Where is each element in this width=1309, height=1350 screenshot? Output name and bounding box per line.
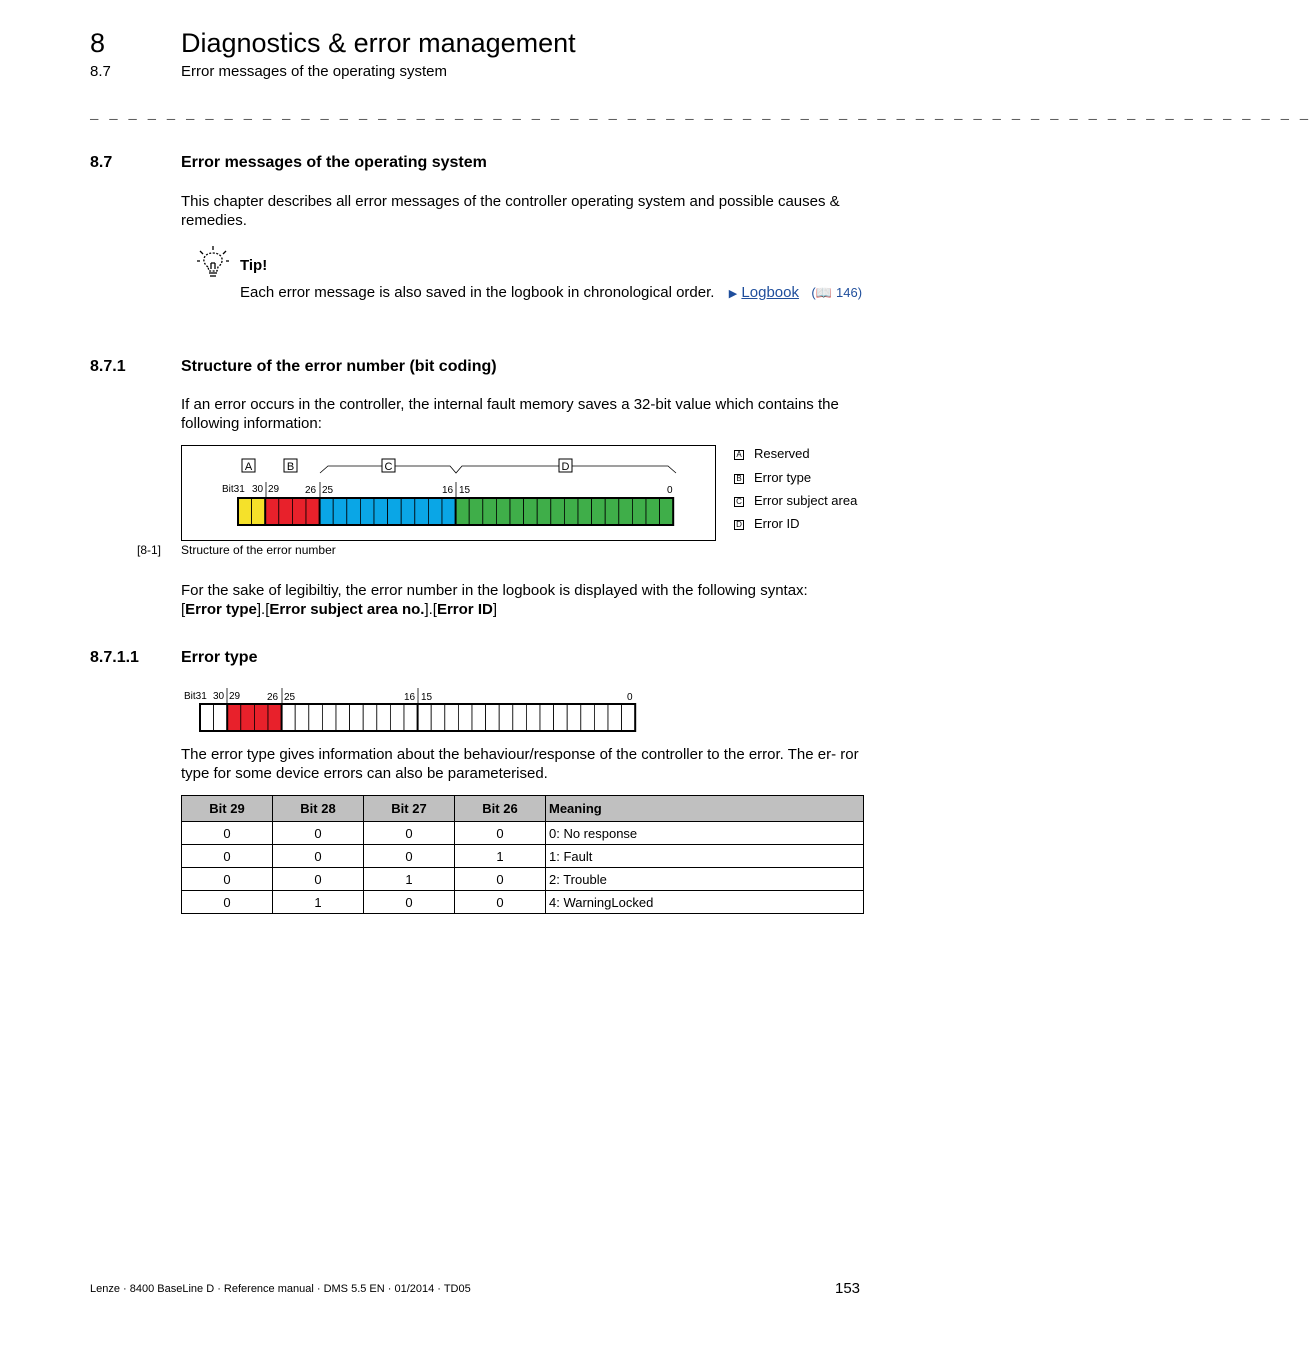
table-row — [182, 891, 864, 914]
table-row — [182, 845, 864, 868]
legend-error-type — [734, 470, 811, 485]
bit-cell-19 — [401, 498, 415, 525]
legend-label: Error subject area — [754, 493, 858, 508]
error-type-bit-figure — [181, 684, 641, 736]
table-cell: 0 — [273, 868, 364, 891]
subject-area-brace — [320, 466, 676, 473]
bit-label-15: 15 — [459, 485, 471, 496]
legend-label: Error type — [754, 470, 812, 485]
header-bit29: Bit 29 — [182, 796, 273, 822]
marker-c: C — [384, 461, 393, 473]
syntax-error-type: Error type — [185, 601, 257, 618]
table-cell: 0 — [182, 822, 273, 845]
legend-subject-area — [734, 493, 857, 508]
syntax-error-id: Error ID — [436, 601, 493, 618]
bit-cell-30 — [214, 704, 228, 731]
table-cell: 0: No response — [546, 822, 864, 845]
bit-cell-5 — [592, 498, 606, 525]
table-row — [182, 868, 864, 891]
table-cell: 0 — [182, 845, 273, 868]
bit-cell-12 — [458, 704, 472, 731]
bit-cell-7 — [564, 498, 578, 525]
bit-cell-19 — [363, 704, 377, 731]
bit-cell-8 — [513, 704, 527, 731]
table-cell: 0 — [455, 822, 546, 845]
table-cell: 1: Fault — [546, 845, 864, 868]
table-row — [182, 822, 864, 845]
table-cell: 0 — [364, 845, 455, 868]
bit-cell-10 — [524, 498, 538, 525]
bit-cell-14 — [431, 704, 445, 731]
bit-label-31: Bit31 — [222, 484, 245, 495]
bit-cell-20 — [350, 704, 364, 731]
bit-cell-30 — [252, 498, 266, 525]
bit-cell-15 — [456, 498, 470, 525]
bit-label-31: Bit31 — [184, 691, 207, 702]
book-icon: 📖 — [815, 285, 832, 300]
error-number-diagram — [181, 445, 716, 541]
bit-cell-0 — [660, 498, 674, 525]
bit-cell-16 — [442, 498, 456, 525]
page-ref[interactable]: 146) — [836, 285, 863, 300]
bit-cell-6 — [578, 498, 592, 525]
bit-cell-5 — [554, 704, 568, 731]
bit-cell-9 — [537, 498, 551, 525]
bit-cell-29 — [227, 704, 241, 731]
bit-cell-2 — [632, 498, 646, 525]
bit-cell-28 — [279, 498, 293, 525]
page-ref-open: ( — [811, 285, 816, 300]
error-type-description: The error type gives information about the behaviour/response of the controller to the error. The er- ror type for some device errors can also be parameterised. — [181, 746, 859, 782]
bit-cell-11 — [510, 498, 524, 525]
table-cell: 1 — [455, 845, 546, 868]
bit-cell-18 — [377, 704, 391, 731]
tip-text: Each error message is also saved in the logbook in chronological order. — [240, 284, 715, 301]
legend-key-d: D — [734, 520, 744, 530]
bit-label-29: 29 — [268, 484, 280, 495]
bit-cell-26 — [268, 704, 282, 731]
page-number: 153 — [835, 1280, 861, 1297]
syntax-text: For the sake of legibiltiy, the error number in the logbook is displayed with the following syntax: — [181, 582, 808, 599]
header-bit28: Bit 28 — [273, 796, 364, 822]
legend-key-a: A — [734, 450, 744, 460]
bit-cell-10 — [486, 704, 500, 731]
bit-label-16: 16 — [404, 692, 416, 703]
bit-cell-28 — [241, 704, 255, 731]
section-title: Error messages of the operating system — [181, 154, 487, 171]
bit-cells-colored — [238, 498, 673, 525]
legend-label: Reserved — [754, 446, 810, 461]
marker-d: D — [561, 461, 570, 473]
lightbulb-icon — [196, 245, 230, 279]
bit-label-30: 30 — [252, 484, 264, 495]
bit-cell-8 — [551, 498, 565, 525]
table-cell: 0 — [273, 845, 364, 868]
logbook-link[interactable]: Logbook — [741, 284, 799, 301]
bit-cell-1 — [646, 498, 660, 525]
bit-label-26: 26 — [267, 692, 279, 703]
bit-cell-31 — [200, 704, 214, 731]
bit-cell-0 — [622, 704, 636, 731]
legend-reserved — [734, 446, 810, 461]
bit-structure-figure — [182, 446, 715, 540]
header-bit27: Bit 27 — [364, 796, 455, 822]
bit-cell-13 — [483, 498, 497, 525]
subsection-number: 8.7.1 — [90, 358, 126, 375]
bit-cell-22 — [360, 498, 374, 525]
subsubsection-number: 8.7.1.1 — [90, 649, 139, 666]
table-cell: 4: WarningLocked — [546, 891, 864, 914]
bit-cell-14 — [469, 498, 483, 525]
header-section-title: Error messages of the operating system — [181, 63, 447, 80]
marker-b: B — [286, 461, 295, 473]
bit-label-0: 0 — [667, 485, 673, 496]
bit-cell-24 — [333, 498, 347, 525]
bit-cell-17 — [390, 704, 404, 731]
bit-cell-17 — [428, 498, 442, 525]
footer-text: Lenze · 8400 BaseLine D · Reference manual · DMS 5.5 EN · 01/2014 · TD05 — [90, 1283, 471, 1295]
bit-cell-9 — [499, 704, 513, 731]
header-meaning: Meaning — [546, 796, 864, 822]
section-intro: This chapter describes all error messages of the controller operating system and possible causes & remedies. — [181, 193, 840, 229]
bit-cell-4 — [605, 498, 619, 525]
table-cell: 0 — [182, 891, 273, 914]
bit-cell-23 — [347, 498, 361, 525]
bit-cell-29 — [265, 498, 279, 525]
table-cell: 1 — [364, 868, 455, 891]
table-cell: 1 — [273, 891, 364, 914]
tip-text-line — [240, 284, 862, 301]
bit-cells-error-type — [200, 704, 635, 731]
bit-label-15: 15 — [421, 692, 433, 703]
bit-label-25: 25 — [322, 485, 334, 496]
chapter-number: 8 — [90, 28, 106, 58]
table-cell: 0 — [273, 822, 364, 845]
subsection-intro: If an error occurs in the controller, the internal fault memory saves a 32-bit value which contains the following information: — [181, 396, 839, 432]
bit-label-16: 16 — [442, 485, 454, 496]
link-arrow-icon: ▶ — [728, 288, 738, 300]
syntax-paragraph: For the sake of legibiltiy, the error number in the logbook is displayed with the following syntax: [Error type].[Error subject area no.].[Error ID] — [181, 582, 808, 618]
bit-cell-18 — [415, 498, 429, 525]
table-cell: 0 — [455, 868, 546, 891]
bit-cell-21 — [374, 498, 388, 525]
marker-a: A — [244, 461, 253, 473]
bit-cell-6 — [540, 704, 554, 731]
table-cell: 0 — [364, 822, 455, 845]
bit-cell-12 — [496, 498, 510, 525]
bit-cell-27 — [292, 498, 306, 525]
bit-cell-20 — [388, 498, 402, 525]
header-separator: _ _ _ _ _ _ _ _ _ _ _ _ _ _ _ _ _ _ _ _ _ _ _ _ _ _ _ _ _ _ _ _ _ _ _ _ _ _ _ _ _ _ _ _ _ _ _ _ _ _ _ _ _ _ _ _ _ _ _ _ _ _ _ _ — [90, 107, 1309, 123]
bit-label-0: 0 — [627, 692, 633, 703]
bit-cell-13 — [445, 704, 459, 731]
bit-cell-22 — [322, 704, 336, 731]
figure-caption: Structure of the error number — [181, 543, 336, 557]
legend-error-id — [734, 516, 800, 531]
table-cell: 0 — [455, 891, 546, 914]
bit-cell-2 — [594, 704, 608, 731]
chapter-title: Diagnostics & error management — [181, 28, 576, 58]
bit-cell-4 — [567, 704, 581, 731]
bit-cell-27 — [254, 704, 268, 731]
bit-cell-31 — [238, 498, 252, 525]
legend-key-b: B — [734, 474, 744, 484]
bit-cell-15 — [418, 704, 432, 731]
syntax-subject-area: Error subject area no. — [269, 601, 425, 618]
table-cell: 2: Trouble — [546, 868, 864, 891]
bit-cell-7 — [526, 704, 540, 731]
bit-cell-26 — [306, 498, 320, 525]
bit-cell-21 — [336, 704, 350, 731]
tip-label: Tip! — [240, 257, 268, 274]
bit-label-25: 25 — [284, 692, 296, 703]
section-number: 8.7 — [90, 154, 113, 171]
figure-number: [8-1] — [137, 543, 162, 557]
bit-cell-16 — [404, 704, 418, 731]
legend-key-c: C — [734, 497, 744, 507]
bit-cell-23 — [309, 704, 323, 731]
bit-cell-3 — [619, 498, 633, 525]
subsubsection-title: Error type — [181, 649, 258, 666]
table-header-row — [182, 796, 864, 822]
bit-cell-11 — [472, 704, 486, 731]
header-bit26: Bit 26 — [455, 796, 546, 822]
bit-cell-25 — [282, 704, 296, 731]
subsection-title: Structure of the error number (bit coding) — [181, 358, 497, 375]
bit-label-29: 29 — [229, 691, 241, 702]
bit-label-30: 30 — [213, 691, 225, 702]
bit-cell-1 — [608, 704, 622, 731]
table-cell: 0 — [364, 891, 455, 914]
bit-label-26: 26 — [305, 485, 317, 496]
legend-label: Error ID — [754, 516, 800, 531]
table-cell: 0 — [182, 868, 273, 891]
header-section-number: 8.7 — [90, 63, 111, 80]
error-type-table — [181, 795, 864, 914]
bit-cell-24 — [295, 704, 309, 731]
bit-cell-3 — [581, 704, 595, 731]
bit-cell-25 — [320, 498, 334, 525]
